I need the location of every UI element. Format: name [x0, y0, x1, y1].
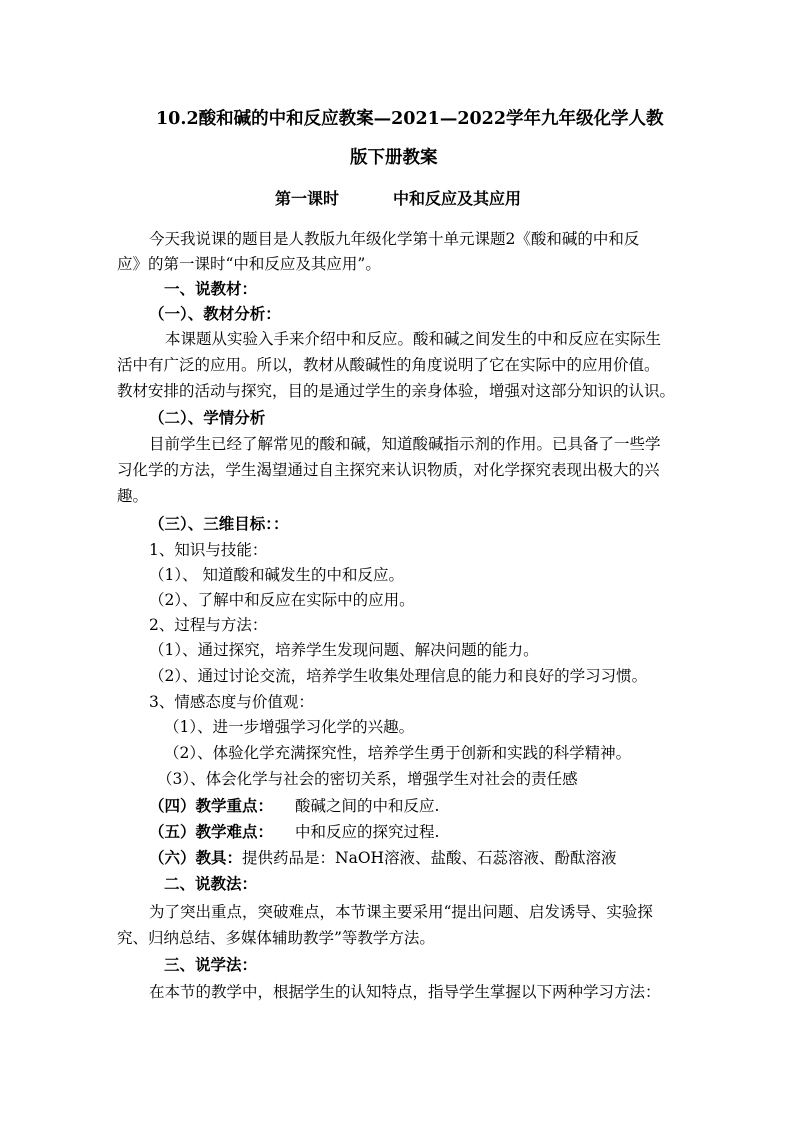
- lesson-number: 第一课时: [275, 189, 340, 208]
- goal-item: （1）、通过探究，培养学生发现问题、解决问题的能力。: [149, 641, 539, 659]
- goal-item: 3、情感态度与价值观：: [149, 693, 314, 711]
- key-point-label: （四）教学重点：: [149, 796, 274, 815]
- intro-line-2: 应》的第一课时“中和反应及其应用”。: [117, 255, 381, 273]
- lesson-subtitle: [275, 189, 521, 209]
- analysis-line-3: 教材安排的活动与探究，目的是通过学生的亲身体验，增强对这部分知识的认识。: [117, 382, 676, 400]
- difficulty-text: 中和反应的探究过程.: [295, 823, 440, 841]
- goal-item: （2）、体验化学充满探究性，培养学生勇于创新和实践的科学精神。: [164, 744, 632, 762]
- lesson-topic: 中和反应及其应用: [393, 189, 522, 208]
- analysis-line-1: 本课题从实验入手来介绍中和反应。酸和碱之间发生的中和反应在实际生: [165, 330, 662, 348]
- goal-item: （3）、体会化学与社会的密切关系，增强学生对社会的责任感: [157, 770, 578, 788]
- section-1a-heading: （一）、教材分析：: [149, 304, 281, 323]
- students-line-3: 趣。: [117, 487, 149, 505]
- method-line-2: 究、归纳总结、多媒体辅助教学”等教学方法。: [117, 929, 435, 947]
- section-1-heading: 一、说教材：: [164, 279, 258, 298]
- goal-item: （1）、 知道酸和碱发生的中和反应。: [149, 566, 405, 584]
- key-point-row: [149, 796, 439, 816]
- goal-item: 1、知识与技能：: [149, 541, 268, 559]
- section-1b-heading: （二）、学情分析: [149, 408, 266, 427]
- goal-item: （2）、了解中和反应在实际中的应用。: [149, 591, 415, 609]
- goal-item: （2）、通过讨论交流，培养学生收集处理信息的能力和良好的学习习惯。: [149, 667, 648, 685]
- analysis-line-2: 活中有广泛的应用。所以，教材从酸碱性的角度说明了它在实际中的应用价值。: [117, 356, 660, 374]
- goal-item: 2、过程与方法：: [149, 616, 268, 634]
- goal-item: （1）、进一步增强学习化学的兴趣。: [164, 718, 415, 736]
- students-line-2: 习化学的方法，学生渴望通过自主探究来认识物质，对化学探究表现出极大的兴: [117, 461, 660, 479]
- section-3-heading: 三、说学法：: [164, 955, 258, 974]
- difficulty-row: [149, 822, 439, 842]
- method-line-1: 为了突出重点，突破难点，本节课主要采用“提出问题、启发诱导、实验探: [149, 903, 653, 921]
- students-line-1: 目前学生已经了解常见的酸和碱，知道酸碱指示剂的作用。已具备了一些学: [149, 435, 661, 453]
- materials-row: [149, 848, 617, 868]
- key-point-text: 酸碱之间的中和反应.: [295, 797, 440, 815]
- section-2-heading: 二、说教法：: [164, 874, 258, 893]
- difficulty-label: （五）教学难点：: [149, 822, 274, 841]
- doc-title-line-1: 10.2酸和碱的中和反应教案—2021—2022学年九年级化学人教: [156, 109, 664, 129]
- doc-title-line-2: 版下册教案: [350, 148, 438, 168]
- learning-line-1: 在本节的教学中，根据学生的认知特点，指导学生掌握以下两种学习方法：: [149, 983, 661, 1001]
- materials-text: 提供药品是：NaOH溶液、盐酸、石蕊溶液、酚酞溶液: [242, 849, 617, 867]
- section-1c-heading: （三）、三维目标：：: [149, 514, 289, 533]
- intro-line-1: 今天我说课的题目是人教版九年级化学第十单元课题2《酸和碱的中和反: [149, 230, 640, 248]
- materials-label: （六）教具：: [149, 848, 243, 867]
